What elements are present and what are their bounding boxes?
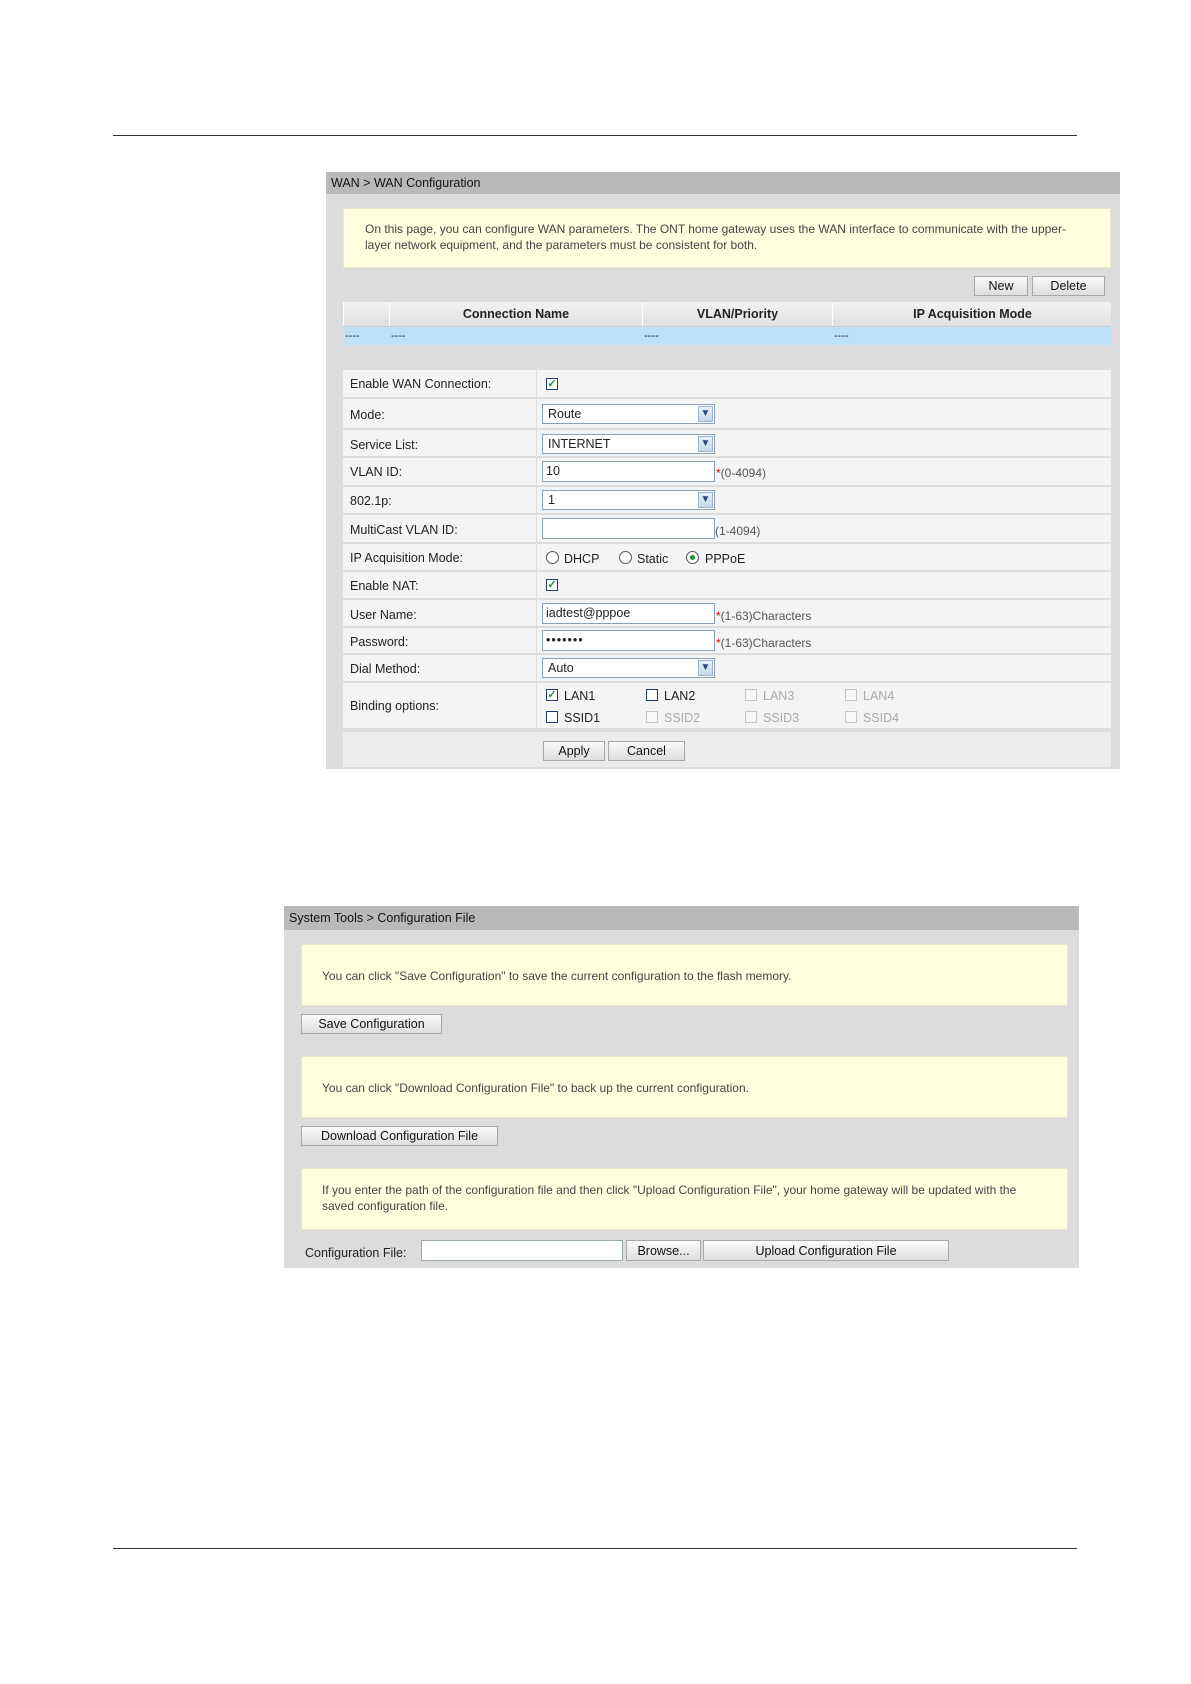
lan2-label: LAN2 [664,689,696,703]
row-password [343,628,1111,655]
mode-value: Route [548,407,582,421]
header-rule [113,135,1077,136]
row-8021p [343,487,1111,515]
header-connection-name: Connection Name [389,302,642,326]
wan-configuration-panel [326,172,1120,769]
lan4-label: LAN4 [863,689,895,703]
pppoe-radio[interactable] [686,551,699,564]
user-name-label: User Name: [350,608,417,622]
static-option-label: Static [637,552,669,566]
config-breadcrumb: System Tools > Configuration File [284,906,1079,930]
password-label: Password: [350,635,409,649]
vlan-id-label: VLAN ID: [350,465,403,479]
dhcp-option-label: DHCP [564,552,600,566]
enable-wan-checkbox[interactable]: ✓ [547,378,557,390]
wan-info-note: On this page, you can configure WAN parameters. The ONT home gateway uses the WAN interface to communicate with the upper-layer network equipment, and the parameters must be consistent for both. [343,208,1111,268]
header-select-col [343,302,389,326]
row-binding-options [343,683,1111,730]
lan2-checkbox[interactable] [646,689,658,701]
password-hint [716,636,811,650]
service-list-label: Service List: [350,438,419,452]
chevron-down-icon[interactable]: ▼ [698,436,713,452]
download-configuration-button[interactable]: Download Configuration File [301,1126,498,1146]
upload-configuration-button[interactable]: Upload Configuration File [703,1240,949,1261]
row-ip-acquisition-mode [343,544,1111,572]
dial-method-value: Auto [548,661,574,675]
binding-options-label: Binding options: [350,699,439,713]
ssid3-label: SSID3 [763,711,800,725]
configuration-file-input[interactable] [421,1240,623,1261]
browse-button[interactable]: Browse... [626,1240,701,1261]
dial-method-select[interactable] [542,658,715,678]
ssid2-label: SSID2 [664,711,701,725]
upload-config-note: If you enter the path of the configuration file and then click "Upload Configuration File", your home gateway will be updated with the saved configuration file. [301,1168,1068,1230]
row-cell-connection-name: ---- [391,330,406,342]
row-cell-ip-mode: ---- [834,330,849,342]
row-vlan-id [343,458,1111,487]
dhcp-radio[interactable] [546,551,559,564]
enable-wan-label: Enable WAN Connection: [350,377,492,391]
dial-method-label: Dial Method: [350,662,421,676]
lan4-checkbox [845,689,857,701]
8021p-label: 802.1p: [350,494,392,508]
ssid4-label: SSID4 [863,711,900,725]
lan3-checkbox [745,689,757,701]
ssid2-checkbox [646,711,658,723]
header-vlan-priority: VLAN/Priority [642,302,832,326]
apply-button[interactable]: Apply [543,741,605,761]
row-multicast-vlan [343,515,1111,544]
configuration-file-panel [284,906,1079,1268]
save-configuration-button[interactable]: Save Configuration [301,1014,442,1034]
8021p-select[interactable] [542,490,715,510]
password-range: (1-63)Characters [720,636,812,650]
vlan-id-input[interactable]: 10 [542,461,715,482]
lan1-checkbox[interactable]: ✓ [547,689,557,701]
header-ip-acquisition-mode: IP Acquisition Mode [832,302,1112,326]
ssid1-label: SSID1 [564,711,601,725]
multicast-vlan-label: MultiCast VLAN ID: [350,523,458,537]
required-star: * [716,636,721,650]
row-apply [343,732,1111,767]
new-button[interactable]: New [974,276,1028,296]
ssid1-checkbox[interactable] [546,711,558,723]
password-input[interactable]: ••••••• [542,630,715,651]
lan1-label: LAN1 [564,689,596,703]
chevron-down-icon[interactable]: ▼ [698,660,713,676]
mode-select[interactable] [542,404,715,424]
ssid3-checkbox [745,711,757,723]
row-dial-method [343,655,1111,683]
chevron-down-icon[interactable]: ▼ [698,406,713,422]
enable-nat-label: Enable NAT: [350,579,419,593]
row-cell-select: ---- [345,330,360,342]
delete-button[interactable]: Delete [1032,276,1105,296]
download-config-note: You can click "Download Configuration File" to back up the current configuration. [301,1056,1068,1118]
configuration-file-label: Configuration File: [305,1246,407,1260]
service-list-select[interactable] [542,434,715,454]
row-mode [343,399,1111,430]
static-radio[interactable] [619,551,632,564]
required-star: * [716,466,721,480]
pppoe-option-label: PPPoE [705,552,746,566]
row-enable-wan [343,370,1111,399]
wan-breadcrumb: WAN > WAN Configuration [326,172,1120,194]
8021p-value: 1 [548,493,555,507]
table-row[interactable] [343,327,1111,345]
user-name-range: (1-63)Characters [720,609,812,623]
enable-nat-checkbox[interactable]: ✓ [547,579,557,591]
required-star: * [716,609,721,623]
vlan-id-range: (0-4094) [720,466,767,480]
row-enable-nat [343,572,1111,600]
ip-acquisition-label: IP Acquisition Mode: [350,551,464,565]
ssid4-checkbox [845,711,857,723]
multicast-vlan-hint: (1-4094) [715,524,761,538]
multicast-vlan-input[interactable] [542,518,715,539]
vlan-id-hint [716,466,766,480]
chevron-down-icon[interactable]: ▼ [698,492,713,508]
service-list-value: INTERNET [548,437,611,451]
lan3-label: LAN3 [763,689,795,703]
row-service-list [343,430,1111,458]
wan-table-header [343,302,1111,327]
row-user-name [343,600,1111,628]
user-name-hint [716,609,811,623]
footer-rule [113,1548,1077,1549]
mode-label: Mode: [350,408,385,422]
row-cell-vlan: ---- [644,330,659,342]
user-name-input[interactable]: iadtest@pppoe [542,603,715,624]
save-config-note: You can click "Save Configuration" to save the current configuration to the flash memory. [301,944,1068,1006]
cancel-button[interactable]: Cancel [608,741,685,761]
